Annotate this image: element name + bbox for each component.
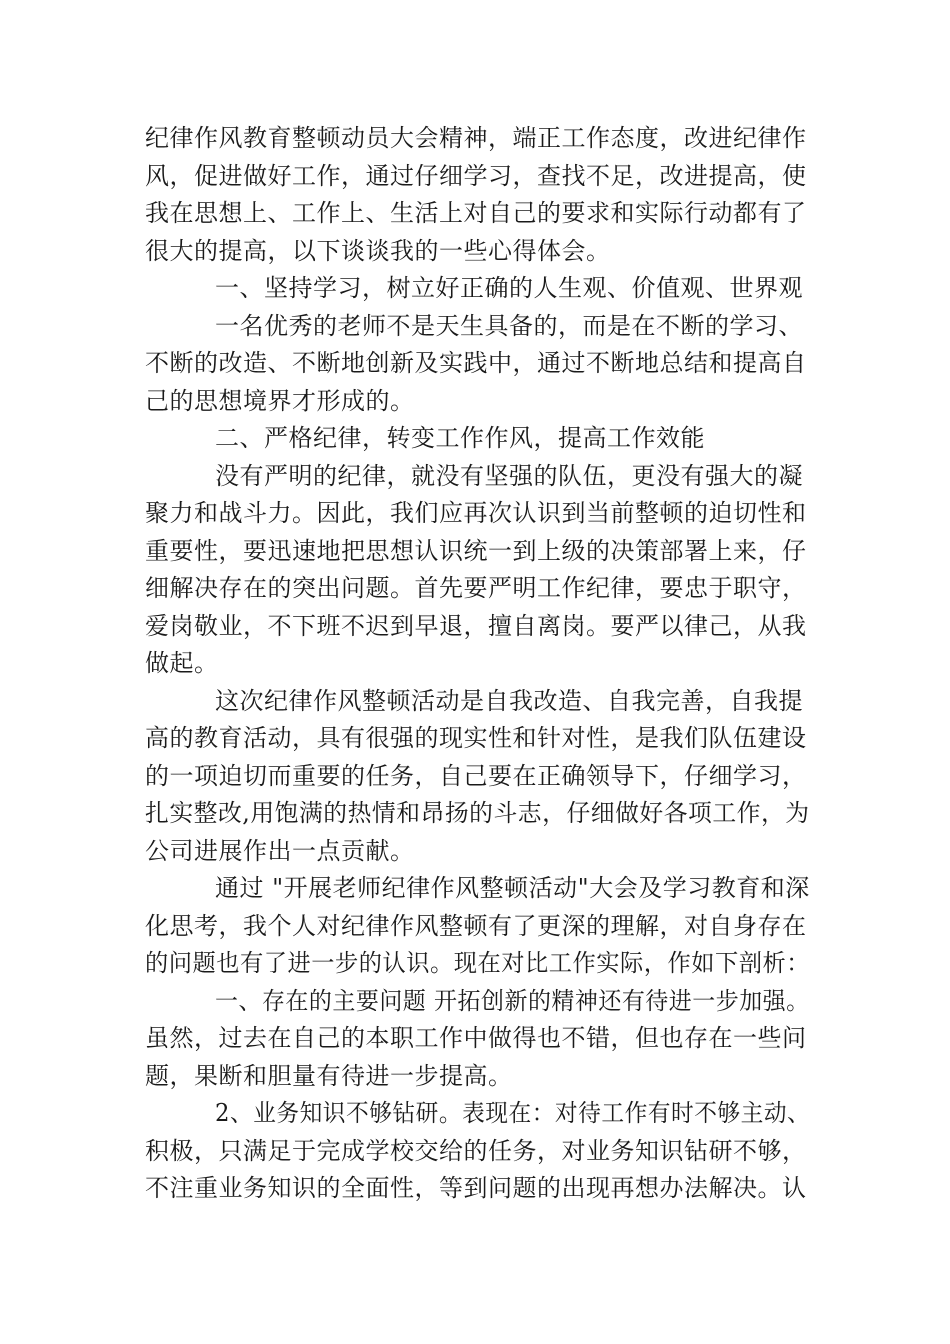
text-line: 重要性，要迅速地把思想认识统一到上级的决策部署上来，仔 (145, 537, 807, 565)
text-line: 聚力和战斗力。因此，我们应再次认识到当前整顿的迫切性和 (145, 499, 807, 527)
text-line: 爱岗敬业，不下班不迟到早退，擅自离岗。要严以律己，从我 (145, 612, 807, 640)
text-line: 不注重业务知识的全面性，等到问题的出现再想办法解决。认 (145, 1174, 807, 1202)
text-line: 做起。 (145, 649, 219, 677)
text-line: 很大的提高，以下谈谈我的一些心得体会。 (145, 237, 611, 265)
section-heading: 二、严格纪律，转变工作作风，提高工作效能 (215, 424, 705, 452)
text-line: 一、存在的主要问题 开拓创新的精神还有待进一步加强。 (215, 987, 810, 1015)
text-line: 化思考，我个人对纪律作风整顿有了更深的理解，对自身存在 (145, 912, 807, 940)
text-line: 不断的改造、不断地创新及实践中，通过不断地总结和提高自 (145, 349, 807, 377)
text-line: 题，果断和胆量有待进一步提高。 (145, 1062, 513, 1090)
text-line: 通过 "开展老师纪律作风整顿活动"大会及学习教育和深 (215, 874, 810, 902)
text-line: 一名优秀的老师不是天生具备的，而是在不断的学习、 (215, 312, 803, 340)
text-line: 虽然，过去在自己的本职工作中做得也不错，但也存在一些问 (145, 1024, 807, 1052)
text-line: 扎实整改,用饱满的热情和昂扬的斗志，仔细做好各项工作，为 (145, 799, 810, 827)
text-line: 风，促进做好工作，通过仔细学习，查找不足，改进提高，使 (145, 162, 807, 190)
text-line: 公司进展作出一点贡献。 (145, 837, 415, 865)
text-line: 高的教育活动，具有很强的现实性和针对性，是我们队伍建设 (145, 724, 807, 752)
section-heading: 一、坚持学习，树立好正确的人生观、价值观、世界观 (215, 274, 803, 302)
text-line: 细解决存在的突出问题。首先要严明工作纪律，要忠于职守， (145, 574, 807, 602)
text-line: 纪律作风教育整顿动员大会精神，端正工作态度，改进纪律作 (145, 124, 807, 152)
text-line: 2、业务知识不够钻研。表现在：对待工作有时不够主动、 (215, 1099, 811, 1127)
text-line: 这次纪律作风整顿活动是自我改造、自我完善，自我提 (215, 687, 803, 715)
text-line: 积极，只满足于完成学校交给的任务，对业务知识钻研不够， (145, 1137, 807, 1165)
text-line: 己的思想境界才形成的。 (145, 387, 415, 415)
text-line: 我在思想上、工作上、生活上对自己的要求和实际行动都有了 (145, 199, 807, 227)
text-line: 的一项迫切而重要的任务，自己要在正确领导下，仔细学习， (145, 762, 807, 790)
text-line: 没有严明的纪律，就没有坚强的队伍，更没有强大的凝 (215, 462, 803, 490)
text-line: 的问题也有了进一步的认识。现在对比工作实际，作如下剖析： (145, 949, 811, 977)
